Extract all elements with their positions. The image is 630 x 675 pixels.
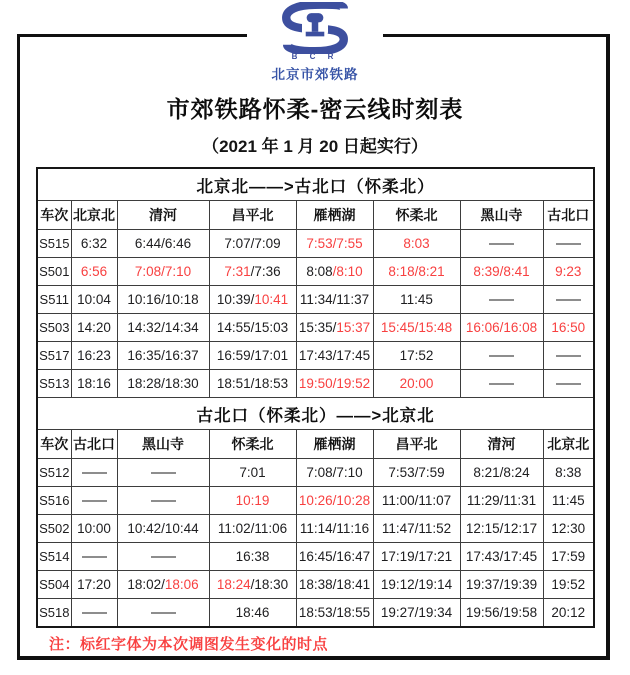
changed-time: 7:08/7:10	[134, 264, 192, 279]
effective-date-subtitle: （2021 年 1 月 20 日起实行）	[202, 137, 428, 156]
no-stop-dash	[556, 383, 581, 385]
time-cell	[543, 286, 594, 314]
column-header: 昌平北	[209, 201, 296, 230]
train-number: S511	[37, 286, 71, 314]
time-text: 17:43/17:45	[298, 348, 371, 363]
no-stop-dash	[82, 472, 107, 474]
timetable-body	[37, 168, 594, 627]
column-header: 北京北	[543, 430, 594, 459]
time-cell	[71, 286, 117, 314]
changed-time: 18:24	[216, 577, 251, 592]
time-text: 6:44/6:46	[134, 236, 192, 251]
train-number: S516	[37, 487, 71, 515]
time-cell	[71, 459, 117, 487]
timetable-row-S504	[37, 571, 594, 599]
time-cell	[71, 258, 117, 286]
time-text: 7:08/7:10	[306, 465, 363, 480]
time-cell	[460, 571, 543, 599]
bcr-logo-icon	[274, 2, 356, 54]
train-number: S515	[37, 230, 71, 258]
time-text: 8:38	[555, 465, 582, 480]
time-cell	[296, 487, 373, 515]
no-stop-dash	[151, 472, 176, 474]
time-text: 11:14/11:16	[299, 521, 370, 536]
time-text: 17:52	[399, 348, 434, 363]
time-cell	[373, 230, 460, 258]
time-cell	[373, 342, 460, 370]
time-text: /7:36	[250, 264, 281, 279]
changed-time: 7:31	[224, 264, 251, 279]
time-cell	[209, 515, 296, 543]
train-number: S517	[37, 342, 71, 370]
time-text: 16:59/17:01	[216, 348, 289, 363]
time-text: 18:46	[235, 605, 270, 620]
column-header: 古北口	[71, 430, 117, 459]
timetable-row-S517	[37, 342, 594, 370]
time-text: 14:32/14:34	[127, 320, 199, 335]
time-cell	[209, 459, 296, 487]
column-header: 雁栖湖	[296, 201, 373, 230]
time-text: 12:15/12:17	[465, 521, 538, 536]
time-text: 10:16/10:18	[127, 292, 199, 307]
time-text: 18:38/18:41	[298, 577, 371, 592]
time-cell	[373, 459, 460, 487]
time-cell	[296, 342, 373, 370]
time-cell	[117, 543, 209, 571]
time-cell	[543, 258, 594, 286]
time-text: 11:45	[400, 292, 433, 307]
time-cell	[209, 571, 296, 599]
time-cell	[71, 314, 117, 342]
time-cell	[543, 342, 594, 370]
time-cell	[373, 543, 460, 571]
no-stop-dash	[151, 500, 176, 502]
time-text: 11:34/11:37	[299, 292, 370, 307]
time-text: 18:53/18:55	[298, 605, 371, 620]
changed-time: 8:18/8:21	[388, 264, 445, 279]
changed-time: 10:26/10:28	[298, 493, 371, 508]
changed-time: 15:45/15:48	[380, 320, 453, 335]
train-number: S512	[37, 459, 71, 487]
time-cell	[71, 599, 117, 628]
time-text: 7:01	[239, 465, 266, 480]
timetable-row-S501	[37, 258, 594, 286]
time-cell	[117, 230, 209, 258]
time-text: /18:30	[250, 577, 289, 592]
column-header: 怀柔北	[373, 201, 460, 230]
train-number: S503	[37, 314, 71, 342]
time-cell	[543, 314, 594, 342]
time-text: 17:43/17:45	[465, 549, 538, 564]
time-cell	[543, 515, 594, 543]
column-header: 清河	[460, 430, 543, 459]
timetable	[36, 167, 595, 628]
train-number: S513	[37, 370, 71, 398]
time-text: 17:19/17:21	[380, 549, 453, 564]
column-header-row-0	[37, 201, 594, 230]
changed-time: 18:06	[164, 577, 199, 592]
changed-time: 8:39/8:41	[473, 264, 530, 279]
changed-time: 7:53/7:55	[306, 236, 363, 251]
time-cell	[71, 515, 117, 543]
time-cell	[543, 230, 594, 258]
column-header: 雁栖湖	[296, 430, 373, 459]
time-cell	[117, 258, 209, 286]
time-cell	[296, 370, 373, 398]
changed-time: 16:06/16:08	[465, 320, 538, 335]
section-header-row-0	[37, 168, 594, 201]
time-cell	[296, 459, 373, 487]
time-text: 10:39/	[216, 292, 255, 307]
time-text: 18:02/	[127, 577, 165, 592]
time-text: 11:00/11:07	[381, 493, 452, 508]
time-text: 6:32	[80, 236, 108, 251]
time-cell	[460, 487, 543, 515]
time-cell	[209, 286, 296, 314]
no-stop-dash	[489, 355, 514, 357]
time-cell	[296, 286, 373, 314]
section-header-title: 北京北——>古北口（怀柔北）	[37, 168, 594, 201]
time-cell	[460, 599, 543, 628]
time-cell	[117, 459, 209, 487]
no-stop-dash	[556, 299, 581, 301]
changed-time: 10:41	[254, 292, 289, 307]
time-text: 14:55/15:03	[216, 320, 289, 335]
time-text: 16:35/16:37	[127, 348, 199, 363]
time-text: 14:20	[77, 320, 111, 335]
timetable-row-S516	[37, 487, 594, 515]
changed-time: 19:50/19:52	[298, 376, 371, 391]
time-cell	[209, 342, 296, 370]
time-cell	[71, 487, 117, 515]
train-number: S502	[37, 515, 71, 543]
time-cell	[543, 599, 594, 628]
time-cell	[209, 543, 296, 571]
time-text: 18:28/18:30	[127, 376, 199, 391]
column-header-row-1	[37, 430, 594, 459]
time-cell	[373, 599, 460, 628]
rail-web	[312, 21, 319, 32]
time-cell	[117, 571, 209, 599]
time-text: 10:00	[77, 521, 111, 536]
changed-time: 16:50	[551, 320, 586, 335]
column-header: 黑山寺	[117, 430, 209, 459]
timetable-row-S502	[37, 515, 594, 543]
changed-time: /8:10	[332, 264, 363, 279]
time-text: 7:53/7:59	[388, 465, 445, 480]
time-cell	[209, 230, 296, 258]
no-stop-dash	[151, 556, 176, 558]
timetable-row-S503	[37, 314, 594, 342]
time-text: 7:07/7:09	[224, 236, 281, 251]
rail-foot	[306, 32, 325, 37]
timetable-row-S511	[37, 286, 594, 314]
changed-time: 20:00	[399, 376, 434, 391]
timetable-row-S512	[37, 459, 594, 487]
time-cell	[117, 286, 209, 314]
time-text: 10:42/10:44	[127, 521, 199, 536]
time-text: 19:56/19:58	[465, 605, 538, 620]
section-header-row-1	[37, 398, 594, 430]
time-text: 19:12/19:14	[380, 577, 453, 592]
time-cell	[373, 258, 460, 286]
time-text: 19:52	[551, 577, 586, 592]
column-header: 黑山寺	[460, 201, 543, 230]
timetable-row-S514	[37, 543, 594, 571]
time-text: 11:47/11:52	[381, 521, 452, 536]
time-cell	[117, 487, 209, 515]
time-cell	[117, 599, 209, 628]
time-cell	[117, 342, 209, 370]
time-cell	[296, 230, 373, 258]
timetable-row-S518	[37, 599, 594, 628]
time-text: 10:04	[77, 292, 111, 307]
time-cell	[543, 487, 594, 515]
time-text: 8:08	[306, 264, 333, 279]
bcr-logo	[247, 2, 383, 83]
train-number: S518	[37, 599, 71, 628]
no-stop-dash	[489, 299, 514, 301]
time-cell	[460, 342, 543, 370]
time-cell	[296, 258, 373, 286]
time-text: 11:02/11:06	[217, 521, 288, 536]
time-cell	[460, 314, 543, 342]
changed-time: 6:56	[80, 264, 108, 279]
time-cell	[460, 286, 543, 314]
time-cell	[543, 543, 594, 571]
time-cell	[296, 314, 373, 342]
time-cell	[117, 314, 209, 342]
column-header: 车次	[37, 430, 71, 459]
time-text: 17:20	[77, 577, 111, 592]
page-title: 市郊铁路怀柔-密云线时刻表	[166, 96, 464, 122]
time-cell	[117, 370, 209, 398]
time-cell	[543, 571, 594, 599]
time-cell	[373, 286, 460, 314]
time-cell	[460, 370, 543, 398]
time-text: 12:30	[551, 521, 586, 536]
no-stop-dash	[82, 500, 107, 502]
time-cell	[71, 370, 117, 398]
time-text: 16:45/16:47	[298, 549, 371, 564]
time-cell	[209, 258, 296, 286]
changed-time: 10:19	[235, 493, 270, 508]
train-number: S504	[37, 571, 71, 599]
no-stop-dash	[556, 355, 581, 357]
time-cell	[117, 515, 209, 543]
time-text: 11:29/11:31	[466, 493, 537, 508]
time-text: 18:51/18:53	[216, 376, 289, 391]
no-stop-dash	[151, 612, 176, 614]
time-cell	[543, 370, 594, 398]
time-cell	[460, 230, 543, 258]
time-cell	[460, 543, 543, 571]
time-cell	[71, 543, 117, 571]
red-change-note: 注：标红字体为本次调图发生变化的时点	[49, 636, 329, 653]
column-header: 古北口	[543, 201, 594, 230]
time-cell	[373, 515, 460, 543]
no-stop-dash	[82, 556, 107, 558]
time-cell	[296, 515, 373, 543]
time-cell	[209, 487, 296, 515]
timetable-row-S515	[37, 230, 594, 258]
timetable-row-S513	[37, 370, 594, 398]
time-cell	[209, 599, 296, 628]
time-cell	[460, 515, 543, 543]
time-text: 16:38	[235, 549, 270, 564]
time-cell	[543, 459, 594, 487]
train-number: S501	[37, 258, 71, 286]
time-cell	[373, 487, 460, 515]
time-cell	[71, 342, 117, 370]
time-text: 20:12	[551, 605, 586, 620]
time-cell	[460, 459, 543, 487]
no-stop-dash	[489, 383, 514, 385]
time-cell	[373, 571, 460, 599]
section-header-title: 古北口（怀柔北）——>北京北	[37, 398, 594, 430]
timetable-container	[36, 167, 595, 628]
time-text: 19:27/19:34	[380, 605, 453, 620]
time-text: 17:59	[551, 549, 586, 564]
time-cell	[373, 370, 460, 398]
train-number: S514	[37, 543, 71, 571]
column-header: 车次	[37, 201, 71, 230]
time-cell	[373, 314, 460, 342]
time-cell	[296, 543, 373, 571]
time-text: 19:37/19:39	[465, 577, 538, 592]
time-cell	[209, 370, 296, 398]
time-text: 15:35/	[298, 320, 337, 335]
time-text: 18:16	[77, 376, 111, 391]
logo-company-name: 北京市郊铁路	[271, 67, 359, 82]
time-cell	[71, 230, 117, 258]
time-text: 11:45	[551, 493, 585, 508]
time-cell	[296, 599, 373, 628]
no-stop-dash	[489, 243, 514, 245]
changed-time: 8:03	[403, 236, 430, 251]
column-header: 清河	[117, 201, 209, 230]
time-cell	[209, 314, 296, 342]
time-text: 8:21/8:24	[473, 465, 530, 480]
no-stop-dash	[556, 243, 581, 245]
column-header: 怀柔北	[209, 430, 296, 459]
column-header: 昌平北	[373, 430, 460, 459]
time-cell	[71, 571, 117, 599]
changed-time: 15:37	[336, 320, 371, 335]
logo-bcr-letters: B C R	[291, 52, 339, 61]
column-header: 北京北	[71, 201, 117, 230]
time-text: 16:23	[77, 348, 111, 363]
time-cell	[460, 258, 543, 286]
no-stop-dash	[82, 612, 107, 614]
changed-time: 9:23	[555, 264, 582, 279]
time-cell	[296, 571, 373, 599]
